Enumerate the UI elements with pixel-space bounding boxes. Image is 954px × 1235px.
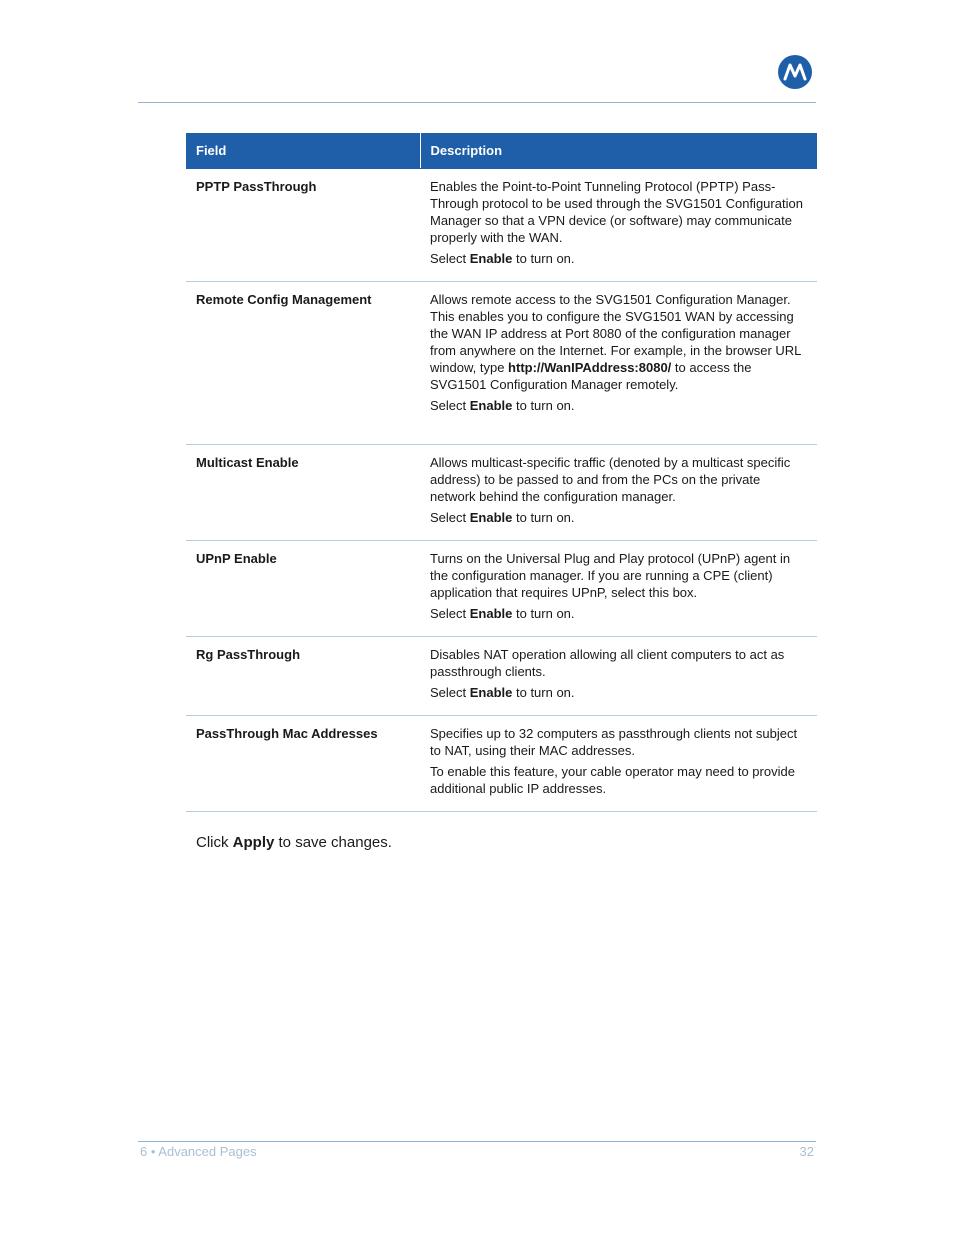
field-name: PPTP PassThrough	[186, 169, 420, 282]
description-text: Disables NAT operation allowing all client computers to act as passthrough clients.	[430, 647, 785, 679]
select-text: to turn on.	[512, 398, 575, 413]
page-number: 32	[799, 1144, 814, 1159]
description-text	[430, 291, 803, 393]
field-description	[420, 716, 817, 812]
description-text-part: to access the SVG1501 Configuration Manager remotely.	[430, 360, 752, 392]
field-description	[420, 282, 817, 445]
description-text: Specifies up to 32 computers as passthrough clients not subject to NAT, using their MAC addresses.	[430, 726, 798, 758]
select-instruction	[430, 250, 803, 267]
table-row-pptp-passthrough	[186, 169, 817, 282]
field-name: Rg PassThrough	[186, 637, 420, 716]
select-text: to turn on.	[512, 685, 575, 700]
select-text: Select	[430, 510, 470, 525]
field-column-header: Field	[186, 133, 420, 169]
table-row-passthrough-mac-addresses	[186, 716, 817, 812]
field-name: Multicast Enable	[186, 445, 420, 541]
url-example: http://WanIPAddress:8080/	[508, 360, 672, 375]
description-text: Allows multicast-specific traffic (denoted by a multicast specific address) to be passed to and from the PCs on the private network behind the configuration manager.	[430, 455, 791, 504]
field-name: UPnP Enable	[186, 541, 420, 637]
description-text-part: Allows remote access to the SVG1501 Configuration Manager. This enables you to configure the SVG1501 WAN by accessing the WAN IP address at Port 8080 of the configuration manager from anywhere on the Internet. For example, in the browser URL window, type	[430, 292, 801, 375]
description-text: Enables the Point-to-Point Tunneling Protocol (PPTP) Pass-Through protocol to be used through the SVG1501 Configuration Manager so that a VPN device (or software) may communicate properly with the WAN.	[430, 179, 803, 245]
enable-keyword: Enable	[469, 398, 513, 413]
table-row-rg-passthrough	[186, 637, 817, 716]
field-name: PassThrough Mac Addresses	[186, 716, 420, 812]
description-text: Turns on the Universal Plug and Play protocol (UPnP) agent in the configuration manager. If you are running a CPE (client) application that requires UPnP, select this box.	[430, 551, 791, 600]
field-description	[420, 637, 817, 716]
select-instruction	[430, 605, 803, 622]
field-description	[420, 445, 817, 541]
table-header-row	[186, 133, 817, 169]
table-row-remote-config-management	[186, 282, 817, 445]
enable-keyword: Enable	[469, 606, 513, 621]
field-description	[420, 541, 817, 637]
select-text: to turn on.	[512, 510, 575, 525]
apply-text: Click	[196, 834, 233, 851]
motorola-logo-icon	[778, 55, 812, 89]
select-instruction	[430, 684, 803, 701]
field-name: Remote Config Management	[186, 282, 420, 445]
select-text: Select	[430, 398, 470, 413]
enable-keyword: Enable	[469, 251, 513, 266]
apply-text: to save changes.	[274, 834, 392, 851]
apply-instruction	[196, 833, 392, 853]
description-column-header: Description	[420, 133, 817, 169]
footer-rule	[138, 1141, 816, 1142]
enable-keyword: Enable	[469, 510, 513, 525]
field-description	[420, 169, 817, 282]
select-text: Select	[430, 606, 470, 621]
enable-keyword: Enable	[469, 685, 513, 700]
select-text: to turn on.	[512, 606, 575, 621]
select-text: Select	[430, 251, 470, 266]
table-row-multicast-enable	[186, 445, 817, 541]
select-text: to turn on.	[512, 251, 575, 266]
field-description-table	[186, 133, 817, 812]
description-note: To enable this feature, your cable operator may need to provide additional public IP addresses.	[430, 764, 795, 796]
select-instruction	[430, 509, 803, 526]
table-row-upnp-enable	[186, 541, 817, 637]
footer-section-label: 6 • Advanced Pages	[140, 1144, 257, 1159]
select-instruction	[430, 397, 803, 414]
header-rule	[138, 102, 816, 103]
select-text: Select	[430, 685, 470, 700]
apply-keyword: Apply	[232, 834, 275, 851]
